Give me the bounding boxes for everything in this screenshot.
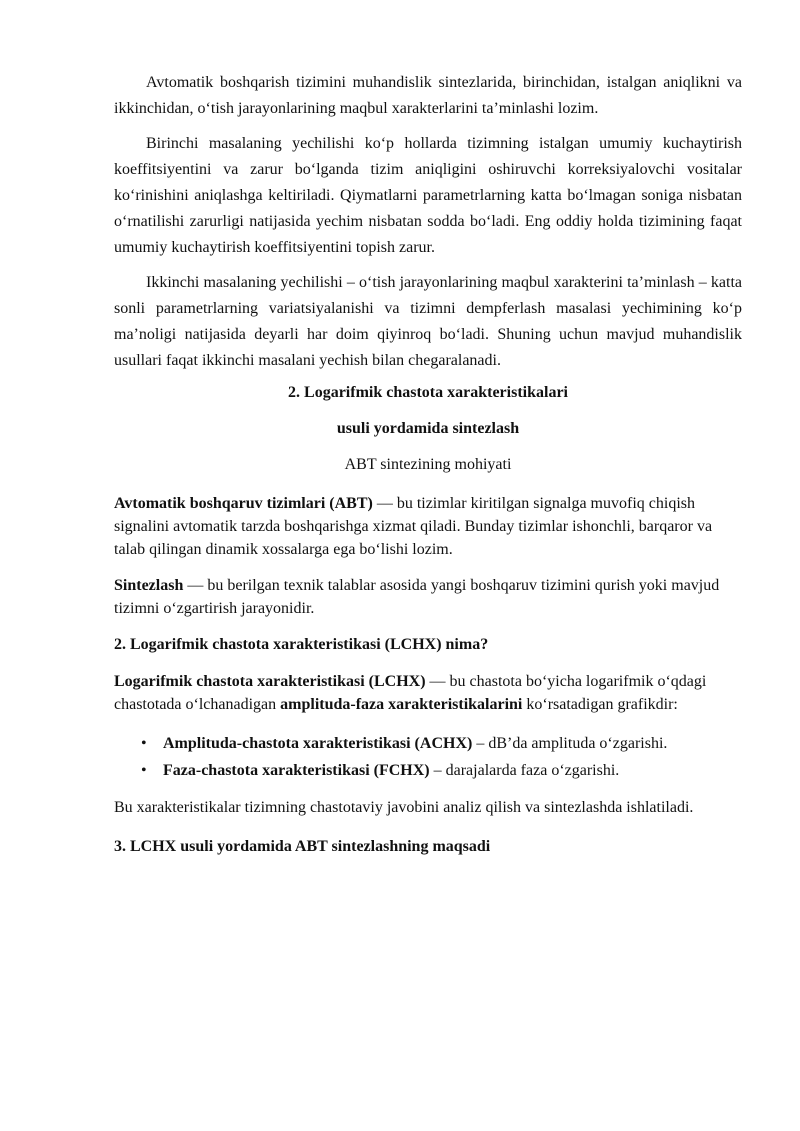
list-item: [114, 732, 742, 755]
bullet-icon: •: [141, 735, 147, 752]
lchx-definition: [114, 670, 742, 716]
abt-term: Avtomatik boshqaruv tizimlari (ABT): [114, 495, 373, 512]
lchx-text-1: — bu chastota bo‘yicha logarifmik o‘qdagi chastotada o‘lchanadigan: [114, 673, 707, 713]
list-item: [114, 759, 742, 782]
list-item-term: Amplituda-chastota xarakteristikasi (ACHX): [163, 735, 473, 752]
intro-paragraph-2: Birinchi masalaning yechilishi ko‘p hollarda tizimning istalgan umumiy kuchaytirish koeffitsiyentini va zarur bo‘lganda tizim aniqligini oshiruvchi korreksiyalovchi vositalar ko‘rinishini aniqlashga keltiriladi. Qiymatlarni parametrlarning katta bo‘lmagan soniga nisbatan o‘rnatilishi zarurligi natijasida yechim nisbatan sodda bo‘ladi. Eng oddiy holda tizimining faqat umumiy kuchaytirish koeffitsiyentini topish zarur.: [114, 135, 742, 256]
sintez-term: Sintezlash: [114, 577, 184, 594]
section-title-line-2: usuli yordamida sintezlash: [336, 420, 520, 437]
intro-paragraph-1: Avtomatik boshqarish tizimini muhandislik sintezlarida, birinchidan, istalgan aniqlikni va ikkinchidan, o‘tish jarayonlarining maqbul xarakterlarini ta’minlashi lozim.: [114, 74, 742, 117]
heading-lchx: 2. Logarifmik chastota xarakteristikasi (LCHX) nima?: [114, 636, 489, 653]
bullet-icon: •: [141, 762, 147, 779]
list-item-text: – dB’da amplituda o‘zgarishi.: [472, 735, 668, 752]
section-subtitle: ABT sintezining mohiyati: [344, 456, 512, 473]
lchx-text-2: ko‘rsatadigan grafikdir:: [522, 696, 678, 713]
heading-goal: 3. LCHX usuli yordamida ABT sintezlashning maqsadi: [114, 838, 491, 855]
intro-paragraph-3: Ikkinchi masalaning yechilishi – o‘tish jarayonlarining maqbul xarakterini ta’minlash – katta sonli parametrlarning variatsiyalanishi va tizimni dempferlash masalasi yechimining ko‘p ma’noligi natijasida deyarli har doim qiyinroq bo‘ladi. Shuning uchun mavjud muhandislik usullari faqat ikkinchi masalani yechish bilan chegaralanadi.: [114, 274, 742, 369]
abt-definition: [114, 492, 742, 561]
abt-text: — bu tizimlar kiritilgan signalga muvofiq chiqish signalini avtomatik tarzda boshqarishga xizmat qiladi. Bunday tizimlar ishonchli, barqaror va talab qilingan dinamik xossalarga ega bo‘lishi lozim.: [114, 495, 713, 558]
characteristics-list: [114, 732, 742, 782]
summary-paragraph: Bu xarakteristikalar tizimning chastotaviy javobini analiz qilish va sintezlashda ishlatiladi.: [114, 799, 694, 816]
lchx-bold-2: amplituda-faza xarakteristikalarini: [280, 696, 523, 713]
sintez-text: — bu berilgan texnik talablar asosida yangi boshqaruv tizimini qurish yoki mavjud tizimni o‘zgartirish jarayonidir.: [114, 577, 720, 617]
lchx-term: Logarifmik chastota xarakteristikasi (LCHX): [114, 673, 426, 690]
list-item-text: – darajalarda faza o‘zgarishi.: [429, 762, 620, 779]
sintez-definition: [114, 574, 742, 620]
list-item-term: Faza-chastota xarakteristikasi (FCHX): [163, 762, 430, 779]
document-page: [114, 70, 742, 872]
section-title-line-1: 2. Logarifmik chastota xarakteristikalari: [288, 384, 568, 401]
